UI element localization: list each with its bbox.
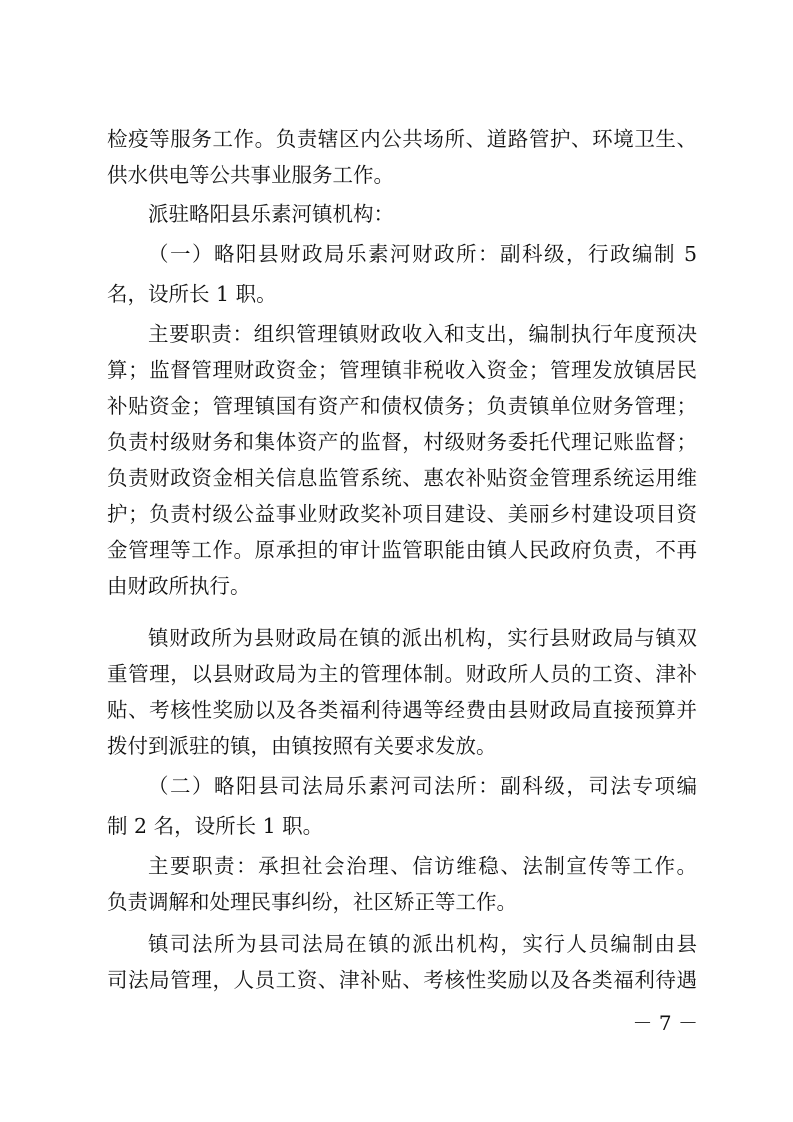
- text-line: 负责村级财务和集体资产的监督，村级财务委托代理记账监督；: [107, 430, 697, 454]
- text-line: 主要职责：承担社会治理、信访维稳、法制宣传等工作。: [148, 854, 697, 878]
- text-line: 镇财政所为县财政局在镇的派出机构，实行县财政局与镇双: [148, 626, 697, 650]
- text-line: 贴、考核性奖励以及各类福利待遇等经费由县财政局直接预算并: [107, 698, 697, 722]
- page-number: － 7 －: [632, 1011, 698, 1035]
- text-line: 护；负责村级公益事业财政奖补项目建设、美丽乡村建设项目资: [107, 502, 697, 526]
- text-line: 补贴资金；管理镇国有资产和债权债务；负责镇单位财务管理；: [107, 394, 697, 418]
- text-line: 重管理，以县财政局为主的管理体制。财政所人员的工资、津补: [107, 662, 697, 686]
- text-line: 拨付到派驻的镇，由镇按照有关要求发放。: [107, 734, 497, 758]
- text-line: 负责财政资金相关信息监管系统、惠农补贴资金管理系统运用维: [107, 466, 697, 490]
- text-line: （一）略阳县财政局乐素河财政所：副科级，行政编制 5: [148, 242, 697, 266]
- text-line: 派驻略阳县乐素河镇机构：: [148, 202, 394, 226]
- text-line: 由财政所执行。: [107, 574, 251, 598]
- text-line: 检疫等服务工作。负责辖区内公共场所、道路管护、环境卫生、: [107, 127, 697, 151]
- text-line: 供水供电等公共事业服务工作。: [107, 163, 394, 187]
- text-line: 名，设所长 1 职。: [107, 282, 277, 306]
- text-line: 主要职责：组织管理镇财政收入和支出，编制执行年度预决: [148, 322, 697, 346]
- text-line: （二）略阳县司法局乐素河司法所：副科级，司法专项编: [148, 774, 697, 798]
- text-line: 司法局管理，人员工资、津补贴、考核性奖励以及各类福利待遇: [107, 968, 697, 992]
- text-line: 镇司法所为县司法局在镇的派出机构，实行人员编制由县: [148, 932, 697, 956]
- text-line: 金管理等工作。原承担的审计监管职能由镇人民政府负责，不再: [107, 538, 697, 562]
- text-line: 算；监督管理财政资金；管理镇非税收入资金；管理发放镇居民: [107, 358, 697, 382]
- text-line: 负责调解和处理民事纠纷，社区矫正等工作。: [107, 890, 517, 914]
- text-line: 制 2 名，设所长 1 职。: [107, 814, 324, 838]
